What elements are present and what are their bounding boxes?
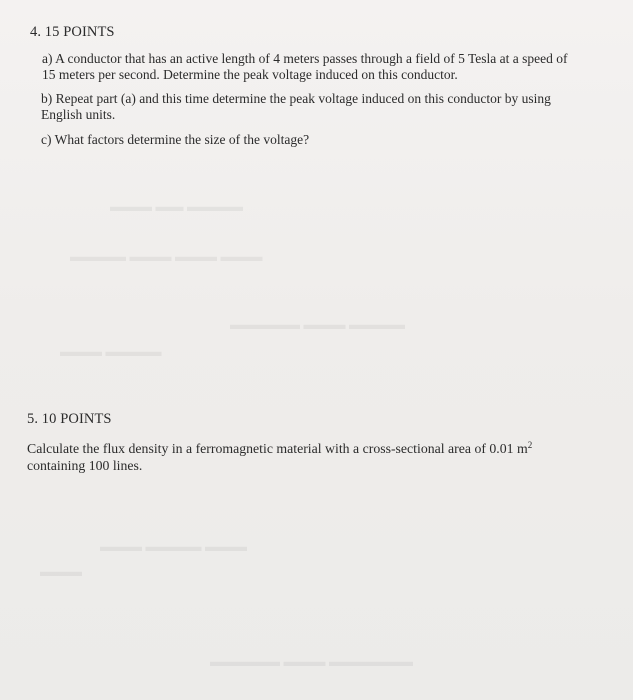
question-5-body-start: Calculate the flux density in a ferromagnetic material with a cross-sectional area of 0.01 — [27, 441, 514, 456]
bleed-through-text: ▬▬▬ ▬▬▬▬ ▬▬▬ — [100, 540, 247, 555]
bleed-through-text: ▬▬▬▬▬ ▬▬▬ ▬▬▬▬▬▬ — [210, 655, 413, 670]
bleed-through-text: ▬▬▬▬▬ ▬▬▬ ▬▬▬▬ — [230, 318, 405, 333]
question-5-body — [27, 440, 567, 474]
bleed-through-text: ▬▬▬ — [40, 565, 82, 580]
bleed-through-text: ▬▬▬▬ ▬▬▬ ▬▬▬ ▬▬▬ — [70, 250, 263, 265]
question-4-part-b: b) Repeat part (a) and this time determine the peak voltage induced on this conductor by using English units. — [41, 91, 551, 122]
bleed-through-text: ▬▬▬ ▬▬▬▬ — [60, 345, 162, 360]
bleed-through-text: ▬▬▬ ▬▬ ▬▬▬▬ — [110, 200, 243, 215]
question-4-part-a: a) A conductor that has an active length of 4 meters passes through a field of 5 Tesla at a speed of 15 meters per second. Determine the peak voltage induced on this conductor. — [42, 51, 568, 82]
question-5-heading: 5. 10 POINTS — [27, 411, 112, 427]
question-4-part-c: c) What factors determine the size of the voltage? — [41, 132, 310, 147]
unit-exponent: 2 — [527, 440, 533, 450]
question-4-heading: 4. 15 POINTS — [30, 24, 115, 40]
question-5-body-end: containing 100 lines. — [27, 458, 143, 473]
unit-base: m — [517, 441, 528, 456]
